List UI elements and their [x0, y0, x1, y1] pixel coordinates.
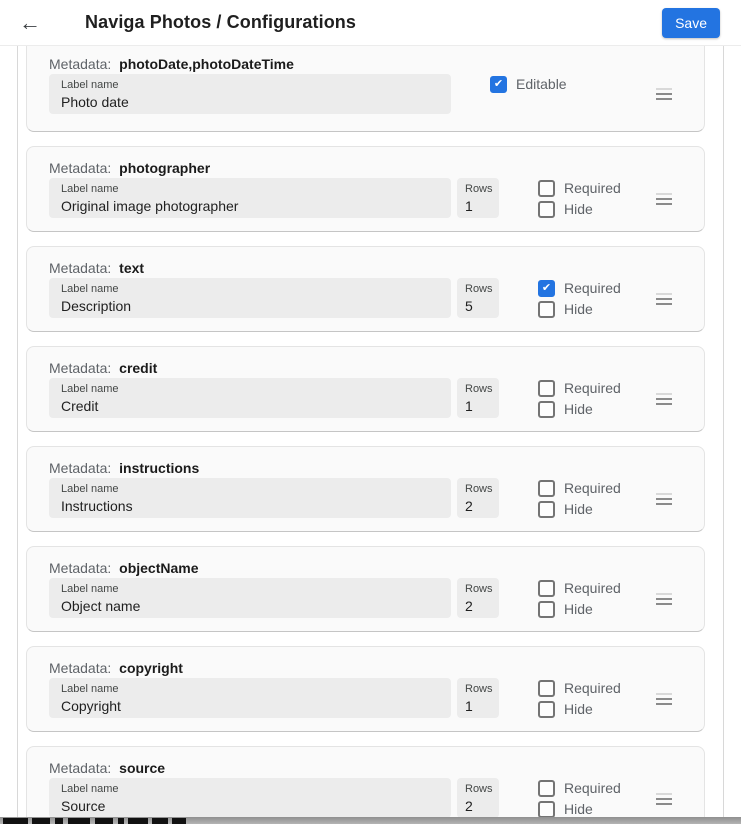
- metadata-card: [26, 46, 705, 132]
- checkbox-unchecked-icon[interactable]: [538, 501, 555, 518]
- label-name-caption: Label name: [61, 683, 119, 695]
- label-name-value: Credit: [61, 398, 99, 414]
- label-name-caption: Label name: [61, 79, 119, 91]
- metadata-name: source: [119, 760, 166, 776]
- metadata-prefix: Metadata:: [49, 260, 112, 276]
- label-name-field[interactable]: [49, 378, 451, 418]
- rows-value: 2: [465, 598, 473, 614]
- label-name-field[interactable]: [49, 74, 451, 114]
- card-controls: [49, 178, 682, 220]
- rows-caption: Rows: [465, 483, 493, 495]
- checkbox-checked-icon[interactable]: [538, 280, 555, 297]
- rows-value: 1: [465, 398, 473, 414]
- checkbox-group: [538, 478, 621, 520]
- rows-field[interactable]: [457, 478, 499, 518]
- metadata-name: photoDate,photoDateTime: [119, 56, 294, 72]
- rows-caption: Rows: [465, 583, 493, 595]
- label-name-field[interactable]: [49, 578, 451, 618]
- label-name-caption: Label name: [61, 783, 119, 795]
- checkbox-label: Required: [564, 580, 621, 596]
- metadata-card: [26, 646, 705, 732]
- checkbox-unchecked-icon[interactable]: [538, 401, 555, 418]
- rows-caption: Rows: [465, 183, 493, 195]
- metadata-card: [26, 346, 705, 432]
- drag-handle-icon[interactable]: [656, 591, 672, 607]
- arrow-left-icon: ←: [19, 9, 41, 35]
- checkbox-unchecked-icon[interactable]: [538, 601, 555, 618]
- metadata-name: text: [119, 260, 145, 276]
- metadata-line: [49, 160, 682, 178]
- label-name-value: Original image photographer: [61, 198, 239, 214]
- label-name-caption: Label name: [61, 583, 119, 595]
- checkbox-label: Required: [564, 780, 621, 796]
- label-name-caption: Label name: [61, 283, 119, 295]
- checkbox-label: Hide: [564, 401, 593, 417]
- back-button[interactable]: [12, 5, 48, 41]
- checkbox-hide[interactable]: [538, 499, 621, 519]
- metadata-name: instructions: [119, 460, 200, 476]
- checkbox-label: Hide: [564, 301, 593, 317]
- checkbox-label: Hide: [564, 701, 593, 717]
- metadata-line: [49, 660, 682, 678]
- rows-field[interactable]: [457, 278, 499, 318]
- save-button[interactable]: Save: [662, 8, 720, 38]
- metadata-prefix: Metadata:: [49, 160, 112, 176]
- card-controls: [49, 378, 682, 420]
- label-name-caption: Label name: [61, 483, 119, 495]
- label-name-field[interactable]: [49, 778, 451, 817]
- checkbox-group: [538, 678, 621, 720]
- rows-value: 2: [465, 498, 473, 514]
- checkbox-group: [538, 278, 621, 320]
- label-name-value: Source: [61, 798, 106, 814]
- checkbox-unchecked-icon[interactable]: [538, 801, 555, 818]
- checkbox-unchecked-icon[interactable]: [538, 701, 555, 718]
- metadata-line: [49, 360, 682, 378]
- checkbox-group: [490, 74, 567, 95]
- checkbox-label: Hide: [564, 201, 593, 217]
- checkbox-required[interactable]: [538, 678, 621, 698]
- checkbox-label: Hide: [564, 801, 593, 817]
- metadata-prefix: Metadata:: [49, 560, 112, 576]
- rows-field[interactable]: [457, 578, 499, 618]
- checkbox-required[interactable]: [538, 378, 621, 398]
- drag-handle-icon[interactable]: [656, 191, 672, 207]
- checkbox-hide[interactable]: [538, 799, 621, 817]
- checkbox-checked-icon[interactable]: [490, 76, 507, 93]
- metadata-prefix: Metadata:: [49, 56, 112, 72]
- checkbox-group: [538, 778, 621, 817]
- checkbox-label: Required: [564, 180, 621, 196]
- checkbox-hide[interactable]: [538, 199, 621, 219]
- metadata-line: [49, 760, 682, 778]
- checkbox-hide[interactable]: [538, 699, 621, 719]
- metadata-name: photographer: [119, 160, 211, 176]
- rows-value: 1: [465, 198, 473, 214]
- metadata-name: credit: [119, 360, 158, 376]
- configuration-list: [17, 46, 724, 817]
- checkbox-required[interactable]: [538, 178, 621, 198]
- metadata-card: [26, 446, 705, 532]
- metadata-card: [26, 246, 705, 332]
- metadata-line: [49, 460, 682, 478]
- label-name-caption: Label name: [61, 383, 119, 395]
- checkbox-unchecked-icon[interactable]: [538, 201, 555, 218]
- label-name-value: Copyright: [61, 698, 121, 714]
- label-name-value: Description: [61, 298, 132, 314]
- checkbox-unchecked-icon[interactable]: [538, 480, 555, 497]
- rows-value: 5: [465, 298, 473, 314]
- checkbox-label: Hide: [564, 601, 593, 617]
- rows-field[interactable]: [457, 178, 499, 218]
- rows-value: 2: [465, 798, 473, 814]
- rows-caption: Rows: [465, 783, 493, 795]
- rows-value: 1: [465, 698, 473, 714]
- rows-field[interactable]: [457, 678, 499, 718]
- checkbox-unchecked-icon[interactable]: [538, 301, 555, 318]
- label-name-field[interactable]: [49, 278, 451, 318]
- checkbox-required[interactable]: [538, 578, 621, 598]
- checkbox-unchecked-icon[interactable]: [538, 780, 555, 797]
- metadata-name: copyright: [119, 660, 183, 676]
- app-header: [0, 0, 741, 46]
- card-controls: [49, 478, 682, 520]
- checkbox-unchecked-icon[interactable]: [538, 680, 555, 697]
- metadata-line: [49, 260, 682, 278]
- drag-handle-icon[interactable]: [656, 791, 672, 807]
- checkbox-label: Editable: [516, 76, 567, 92]
- label-name-field[interactable]: [49, 178, 451, 218]
- card-controls: [49, 578, 682, 620]
- drag-handle-icon[interactable]: [656, 391, 672, 407]
- metadata-prefix: Metadata:: [49, 360, 112, 376]
- checkbox-required[interactable]: [538, 278, 621, 298]
- checkbox-group: [538, 178, 621, 220]
- label-name-field[interactable]: [49, 478, 451, 518]
- checkbox-label: Required: [564, 280, 621, 296]
- metadata-prefix: Metadata:: [49, 460, 112, 476]
- checkbox-group: [538, 378, 621, 420]
- checkbox-required[interactable]: [538, 778, 621, 798]
- metadata-line: [49, 56, 682, 74]
- drag-handle-icon[interactable]: [656, 291, 672, 307]
- checkbox-unchecked-icon[interactable]: [538, 180, 555, 197]
- drag-handle-icon[interactable]: [656, 86, 672, 102]
- label-name-value: Photo date: [61, 94, 129, 110]
- label-name-value: Instructions: [61, 498, 133, 514]
- card-controls: [49, 74, 682, 114]
- label-name-value: Object name: [61, 598, 141, 614]
- rows-caption: Rows: [465, 383, 493, 395]
- drag-handle-icon[interactable]: [656, 491, 672, 507]
- metadata-card: [26, 546, 705, 632]
- metadata-line: [49, 560, 682, 578]
- checkbox-label: Required: [564, 480, 621, 496]
- checkbox-required[interactable]: [538, 478, 621, 498]
- checkbox-hide[interactable]: [538, 399, 621, 419]
- card-controls: [49, 778, 682, 817]
- rows-caption: Rows: [465, 283, 493, 295]
- metadata-prefix: Metadata:: [49, 660, 112, 676]
- checkbox-unchecked-icon[interactable]: [538, 580, 555, 597]
- checkbox-label: Required: [564, 380, 621, 396]
- checkbox-label: Hide: [564, 501, 593, 517]
- metadata-prefix: Metadata:: [49, 760, 112, 776]
- checkbox-editable[interactable]: [490, 74, 567, 94]
- metadata-card: [26, 746, 705, 817]
- checkbox-group: [538, 578, 621, 620]
- rows-caption: Rows: [465, 683, 493, 695]
- rows-field[interactable]: [457, 778, 499, 817]
- card-controls: [49, 678, 682, 720]
- label-name-field[interactable]: [49, 678, 451, 718]
- clipped-content-edge: [0, 817, 741, 824]
- rows-field[interactable]: [457, 378, 499, 418]
- metadata-name: objectName: [119, 560, 199, 576]
- checkbox-hide[interactable]: [538, 599, 621, 619]
- page-title: Naviga Photos / Configurations: [85, 12, 357, 32]
- label-name-caption: Label name: [61, 183, 119, 195]
- drag-handle-icon[interactable]: [656, 691, 672, 707]
- card-controls: [49, 278, 682, 320]
- checkbox-unchecked-icon[interactable]: [538, 380, 555, 397]
- checkbox-hide[interactable]: [538, 299, 621, 319]
- checkbox-label: Required: [564, 680, 621, 696]
- metadata-card: [26, 146, 705, 232]
